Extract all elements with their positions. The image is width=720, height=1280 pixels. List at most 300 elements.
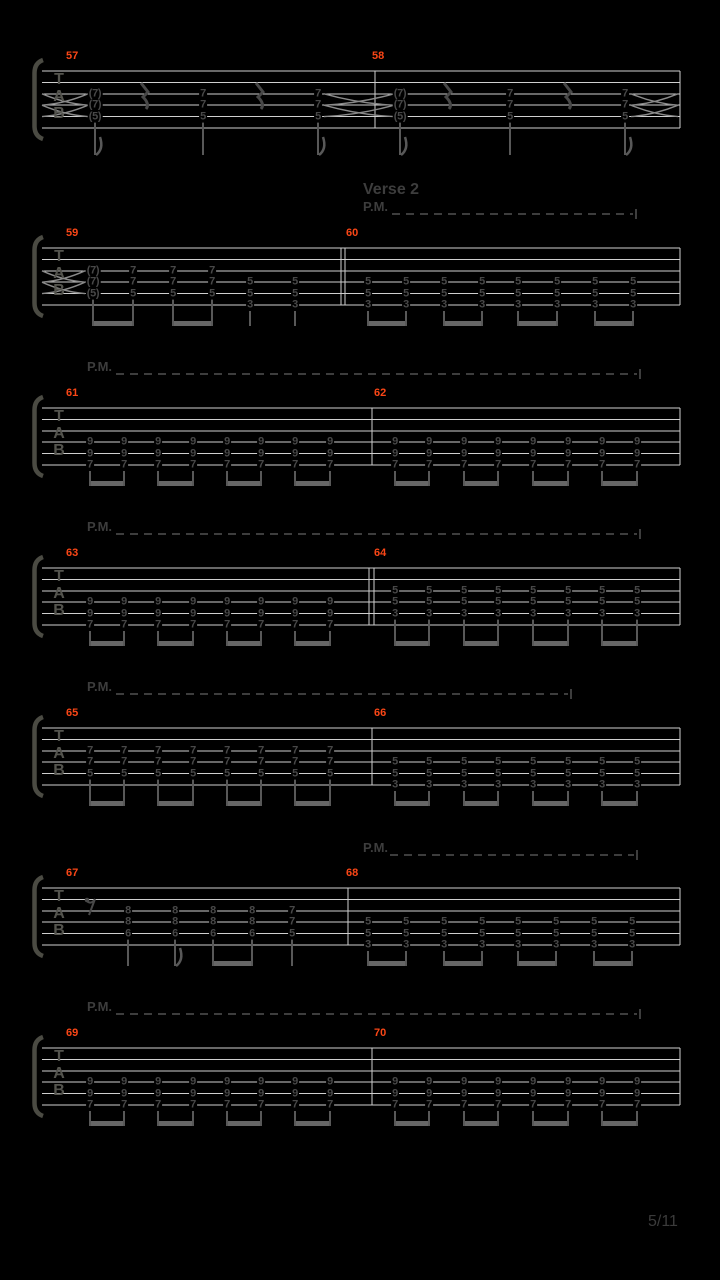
fret-note[interactable]: 9	[258, 1087, 264, 1100]
fret-note[interactable]: 3	[599, 778, 605, 791]
fret-note[interactable]: 7	[289, 915, 295, 928]
fret-note[interactable]: 7	[495, 458, 501, 471]
fret-note[interactable]: 9	[190, 595, 196, 608]
fret-note[interactable]: 5	[495, 584, 501, 597]
fret-note[interactable]: 7	[200, 98, 206, 111]
fret-note[interactable]: 5	[461, 755, 467, 768]
fret-note[interactable]: 5	[599, 767, 605, 780]
fret-note[interactable]: 3	[247, 298, 253, 311]
fret-note[interactable]: 7	[258, 744, 264, 757]
fret-note[interactable]: 9	[327, 435, 333, 448]
measure-number-59[interactable]: 59	[66, 227, 79, 239]
fret-note[interactable]: 7	[507, 87, 513, 100]
fret-note[interactable]: 7	[258, 1098, 264, 1111]
fret-note[interactable]: 8	[172, 915, 178, 928]
fret-note[interactable]: 5	[553, 915, 559, 928]
fret-note[interactable]: 5	[461, 767, 467, 780]
fret-note[interactable]: 7	[170, 275, 176, 288]
fret-note[interactable]: 5	[634, 767, 640, 780]
fret-note[interactable]: 9	[599, 1075, 605, 1088]
fret-note[interactable]: 3	[495, 607, 501, 620]
fret-note[interactable]: 5	[365, 915, 371, 928]
fret-note[interactable]: 3	[530, 778, 536, 791]
fret-note[interactable]: 3	[441, 938, 447, 951]
fret-note[interactable]: 5	[365, 927, 371, 940]
fret-note[interactable]: 9	[258, 1075, 264, 1088]
fret-note[interactable]: 9	[599, 435, 605, 448]
fret-note[interactable]: 5	[629, 915, 635, 928]
fret-note[interactable]: 5	[392, 755, 398, 768]
fret-note[interactable]: 9	[461, 447, 467, 460]
measure-number-64[interactable]: 64	[374, 547, 387, 559]
fret-note[interactable]: 3	[426, 607, 432, 620]
fret-note[interactable]: 9	[121, 1075, 127, 1088]
fret-note[interactable]: 5	[426, 767, 432, 780]
fret-note[interactable]: 8	[249, 915, 255, 928]
fret-note[interactable]: 5	[327, 767, 333, 780]
fret-note[interactable]: 7	[426, 458, 432, 471]
fret-note[interactable]: 5	[634, 755, 640, 768]
fret-note[interactable]: 7	[155, 744, 161, 757]
fret-note[interactable]: 9	[565, 1075, 571, 1088]
fret-note[interactable]: 7	[315, 98, 321, 111]
fret-note[interactable]: (5)	[88, 110, 102, 123]
fret-note[interactable]: 7	[130, 264, 136, 277]
fret-note[interactable]: 5	[591, 915, 597, 928]
fret-note[interactable]: (5)	[393, 110, 407, 123]
fret-note[interactable]: 3	[599, 607, 605, 620]
fret-note[interactable]: 7	[200, 87, 206, 100]
fret-note[interactable]: 5	[403, 915, 409, 928]
fret-note[interactable]: 5	[258, 767, 264, 780]
fret-note[interactable]: 7	[327, 458, 333, 471]
fret-note[interactable]: 5	[200, 110, 206, 123]
fret-note[interactable]: 9	[292, 607, 298, 620]
measure-number-70[interactable]: 70	[374, 1027, 387, 1039]
fret-note[interactable]: 9	[392, 435, 398, 448]
fret-note[interactable]: 5	[441, 275, 447, 288]
fret-note[interactable]: 9	[634, 447, 640, 460]
fret-note[interactable]: 7	[155, 1098, 161, 1111]
fret-note[interactable]: 7	[565, 1098, 571, 1111]
fret-note[interactable]: 5	[190, 767, 196, 780]
fret-note[interactable]: 5	[515, 915, 521, 928]
fret-note[interactable]: 3	[565, 607, 571, 620]
fret-note[interactable]: 9	[461, 1087, 467, 1100]
fret-note[interactable]: 7	[170, 264, 176, 277]
fret-note[interactable]: 7	[327, 744, 333, 757]
fret-note[interactable]: 9	[327, 595, 333, 608]
fret-note[interactable]: 7	[121, 755, 127, 768]
fret-note[interactable]: 5	[630, 275, 636, 288]
fret-note[interactable]: 9	[87, 447, 93, 460]
fret-note[interactable]: 5	[170, 287, 176, 300]
fret-note[interactable]: 7	[190, 755, 196, 768]
fret-note[interactable]: 5	[426, 595, 432, 608]
fret-note[interactable]: 3	[441, 298, 447, 311]
fret-note[interactable]: 7	[634, 1098, 640, 1111]
fret-note[interactable]: 5	[87, 767, 93, 780]
fret-note[interactable]: 5	[426, 584, 432, 597]
fret-note[interactable]: 5	[155, 767, 161, 780]
fret-note[interactable]: 7	[634, 458, 640, 471]
fret-note[interactable]: 3	[629, 938, 635, 951]
fret-note[interactable]: 9	[634, 1087, 640, 1100]
fret-note[interactable]: 9	[224, 607, 230, 620]
fret-note[interactable]: 7	[530, 1098, 536, 1111]
fret-note[interactable]: (7)	[393, 87, 407, 100]
fret-note[interactable]: 5	[292, 287, 298, 300]
fret-note[interactable]: 7	[209, 275, 215, 288]
fret-note[interactable]: 9	[121, 1087, 127, 1100]
measure-number-60[interactable]: 60	[346, 227, 359, 239]
measure-number-65[interactable]: 65	[66, 707, 79, 719]
fret-note[interactable]: (5)	[86, 287, 100, 300]
fret-note[interactable]: 9	[495, 435, 501, 448]
fret-note[interactable]: 9	[87, 595, 93, 608]
fret-note[interactable]: 5	[554, 287, 560, 300]
fret-note[interactable]: 5	[495, 755, 501, 768]
fret-note[interactable]: 3	[403, 298, 409, 311]
fret-note[interactable]: 5	[365, 287, 371, 300]
fret-note[interactable]: 9	[392, 447, 398, 460]
fret-note[interactable]: 3	[592, 298, 598, 311]
fret-note[interactable]: 9	[426, 1075, 432, 1088]
fret-note[interactable]: 9	[87, 607, 93, 620]
fret-note[interactable]: 7	[426, 1098, 432, 1111]
fret-note[interactable]: 7	[599, 458, 605, 471]
fret-note[interactable]: 9	[224, 447, 230, 460]
fret-note[interactable]: 5	[292, 767, 298, 780]
fret-note[interactable]: 5	[634, 595, 640, 608]
measure-number-63[interactable]: 63	[66, 547, 79, 559]
fret-note[interactable]: 5	[554, 275, 560, 288]
fret-note[interactable]: 9	[224, 1087, 230, 1100]
fret-note[interactable]: 7	[87, 1098, 93, 1111]
fret-note[interactable]: 9	[634, 435, 640, 448]
fret-note[interactable]: 9	[530, 1087, 536, 1100]
fret-note[interactable]: 9	[327, 1075, 333, 1088]
fret-note[interactable]: 9	[461, 435, 467, 448]
fret-note[interactable]: 5	[515, 927, 521, 940]
fret-note[interactable]: 9	[327, 447, 333, 460]
fret-note[interactable]: 7	[190, 1098, 196, 1111]
fret-note[interactable]: 7	[292, 744, 298, 757]
fret-note[interactable]: 9	[190, 607, 196, 620]
fret-note[interactable]: 5	[530, 755, 536, 768]
fret-note[interactable]: 3	[495, 778, 501, 791]
fret-note[interactable]: 7	[327, 1098, 333, 1111]
fret-note[interactable]: 5	[392, 584, 398, 597]
fret-note[interactable]: 5	[461, 595, 467, 608]
fret-note[interactable]: 5	[495, 595, 501, 608]
fret-note[interactable]: 5	[224, 767, 230, 780]
measure-number-58[interactable]: 58	[372, 50, 385, 62]
fret-note[interactable]: 5	[515, 275, 521, 288]
fret-note[interactable]: (7)	[88, 87, 102, 100]
fret-note[interactable]: 7	[224, 744, 230, 757]
fret-note[interactable]: 5	[461, 584, 467, 597]
fret-note[interactable]: 3	[392, 607, 398, 620]
fret-note[interactable]: 9	[155, 435, 161, 448]
fret-note[interactable]: 6	[172, 927, 178, 940]
fret-note[interactable]: 5	[530, 595, 536, 608]
fret-note[interactable]: 5	[403, 927, 409, 940]
fret-note[interactable]: 9	[530, 435, 536, 448]
fret-note[interactable]: 3	[634, 778, 640, 791]
fret-note[interactable]: 5	[365, 275, 371, 288]
fret-note[interactable]: 3	[461, 607, 467, 620]
fret-note[interactable]: 5	[565, 767, 571, 780]
fret-note[interactable]: 7	[155, 458, 161, 471]
fret-note[interactable]: 8	[210, 904, 216, 917]
fret-note[interactable]: 9	[565, 447, 571, 460]
fret-note[interactable]: 8	[249, 904, 255, 917]
fret-note[interactable]: 5	[591, 927, 597, 940]
fret-note[interactable]: 9	[258, 435, 264, 448]
fret-note[interactable]: 5	[622, 110, 628, 123]
fret-note[interactable]: 9	[392, 1087, 398, 1100]
fret-note[interactable]: 7	[599, 1098, 605, 1111]
fret-note[interactable]: 9	[87, 1087, 93, 1100]
fret-note[interactable]: 7	[315, 87, 321, 100]
fret-note[interactable]: 7	[87, 618, 93, 631]
measure-number-57[interactable]: 57	[66, 50, 79, 62]
fret-note[interactable]: 5	[209, 287, 215, 300]
measure-number-67[interactable]: 67	[66, 867, 79, 879]
fret-note[interactable]: 7	[392, 1098, 398, 1111]
fret-note[interactable]: 7	[327, 618, 333, 631]
fret-note[interactable]: 9	[190, 447, 196, 460]
fret-note[interactable]: 7	[622, 98, 628, 111]
fret-note[interactable]: 8	[210, 915, 216, 928]
fret-note[interactable]: 9	[224, 435, 230, 448]
fret-note[interactable]: 9	[258, 447, 264, 460]
fret-note[interactable]: 7	[292, 458, 298, 471]
fret-note[interactable]: 7	[258, 458, 264, 471]
fret-note[interactable]: 7	[224, 618, 230, 631]
fret-note[interactable]: 5	[495, 767, 501, 780]
fret-note[interactable]: 9	[190, 435, 196, 448]
fret-note[interactable]: 7	[622, 87, 628, 100]
fret-note[interactable]: 7	[121, 618, 127, 631]
fret-note[interactable]: 5	[565, 755, 571, 768]
fret-note[interactable]: 9	[155, 447, 161, 460]
fret-note[interactable]: 7	[87, 458, 93, 471]
fret-note[interactable]: 3	[554, 298, 560, 311]
fret-note[interactable]: 9	[87, 1075, 93, 1088]
fret-note[interactable]: 9	[495, 1087, 501, 1100]
fret-note[interactable]: 9	[121, 447, 127, 460]
measure-number-69[interactable]: 69	[66, 1027, 79, 1039]
fret-note[interactable]: 9	[190, 1087, 196, 1100]
fret-note[interactable]: 9	[426, 1087, 432, 1100]
fret-note[interactable]: 5	[441, 287, 447, 300]
fret-note[interactable]: 3	[634, 607, 640, 620]
fret-note[interactable]: (7)	[86, 275, 100, 288]
fret-note[interactable]: 7	[507, 98, 513, 111]
fret-note[interactable]: 7	[461, 458, 467, 471]
fret-note[interactable]: 7	[224, 458, 230, 471]
fret-note[interactable]: 7	[565, 458, 571, 471]
fret-note[interactable]: 3	[515, 298, 521, 311]
fret-note[interactable]: 9	[258, 607, 264, 620]
fret-note[interactable]: 3	[591, 938, 597, 951]
fret-note[interactable]: (7)	[88, 98, 102, 111]
fret-note[interactable]: 5	[634, 584, 640, 597]
fret-note[interactable]: 7	[289, 904, 295, 917]
fret-note[interactable]: 5	[507, 110, 513, 123]
fret-note[interactable]: 9	[530, 447, 536, 460]
fret-note[interactable]: 9	[565, 1087, 571, 1100]
fret-note[interactable]: 5	[592, 275, 598, 288]
fret-note[interactable]: 5	[403, 287, 409, 300]
measure-number-62[interactable]: 62	[374, 387, 387, 399]
fret-note[interactable]: 5	[247, 287, 253, 300]
fret-note[interactable]: 5	[565, 595, 571, 608]
fret-note[interactable]: 9	[634, 1075, 640, 1088]
fret-note[interactable]: 3	[479, 298, 485, 311]
fret-note[interactable]: 3	[365, 298, 371, 311]
fret-note[interactable]: 7	[155, 755, 161, 768]
fret-note[interactable]: 9	[155, 1075, 161, 1088]
fret-note[interactable]: 9	[495, 447, 501, 460]
fret-note[interactable]: 5	[599, 584, 605, 597]
fret-note[interactable]: 9	[87, 435, 93, 448]
fret-note[interactable]: 9	[292, 447, 298, 460]
fret-note[interactable]: 3	[365, 938, 371, 951]
fret-note[interactable]: 7	[392, 458, 398, 471]
fret-note[interactable]: 9	[121, 607, 127, 620]
measure-number-66[interactable]: 66	[374, 707, 387, 719]
fret-note[interactable]: 7	[224, 1098, 230, 1111]
fret-note[interactable]: 5	[565, 584, 571, 597]
fret-note[interactable]: 9	[461, 1075, 467, 1088]
fret-note[interactable]: 7	[121, 744, 127, 757]
fret-note[interactable]: 5	[441, 927, 447, 940]
fret-note[interactable]: 8	[172, 904, 178, 917]
fret-note[interactable]: 8	[125, 904, 131, 917]
fret-note[interactable]: 9	[426, 447, 432, 460]
fret-note[interactable]: 9	[327, 1087, 333, 1100]
fret-note[interactable]: 5	[392, 767, 398, 780]
fret-note[interactable]: (7)	[86, 264, 100, 277]
fret-note[interactable]: 9	[327, 607, 333, 620]
fret-note[interactable]: 5	[515, 287, 521, 300]
fret-note[interactable]: 7	[327, 755, 333, 768]
fret-note[interactable]: 5	[629, 927, 635, 940]
fret-note[interactable]: 5	[289, 927, 295, 940]
fret-note[interactable]: 9	[155, 1087, 161, 1100]
fret-note[interactable]: 7	[190, 744, 196, 757]
fret-note[interactable]: 9	[121, 435, 127, 448]
fret-note[interactable]: 3	[530, 607, 536, 620]
measure-number-68[interactable]: 68	[346, 867, 359, 879]
fret-note[interactable]: 9	[155, 595, 161, 608]
fret-note[interactable]: 5	[315, 110, 321, 123]
fret-note[interactable]: 7	[258, 618, 264, 631]
fret-note[interactable]: 7	[461, 1098, 467, 1111]
fret-note[interactable]: 7	[209, 264, 215, 277]
fret-note[interactable]: 3	[392, 778, 398, 791]
fret-note[interactable]: 3	[565, 778, 571, 791]
fret-note[interactable]: 9	[565, 435, 571, 448]
fret-note[interactable]: 5	[479, 927, 485, 940]
fret-note[interactable]: 5	[292, 275, 298, 288]
fret-note[interactable]: 9	[292, 1075, 298, 1088]
fret-note[interactable]: 9	[121, 595, 127, 608]
fret-note[interactable]: 6	[249, 927, 255, 940]
fret-note[interactable]: 9	[292, 1087, 298, 1100]
fret-note[interactable]: 7	[495, 1098, 501, 1111]
fret-note[interactable]: 7	[530, 458, 536, 471]
fret-note[interactable]: 7	[292, 618, 298, 631]
fret-note[interactable]: 6	[210, 927, 216, 940]
fret-note[interactable]: 5	[392, 595, 398, 608]
fret-note[interactable]: 7	[292, 1098, 298, 1111]
fret-note[interactable]: 3	[403, 938, 409, 951]
fret-note[interactable]: 7	[190, 458, 196, 471]
fret-note[interactable]: 5	[530, 584, 536, 597]
fret-note[interactable]: 7	[224, 755, 230, 768]
fret-note[interactable]: 7	[130, 275, 136, 288]
fret-note[interactable]: 7	[87, 755, 93, 768]
fret-note[interactable]: 6	[125, 927, 131, 940]
measure-number-61[interactable]: 61	[66, 387, 79, 399]
fret-note[interactable]: 7	[121, 1098, 127, 1111]
fret-note[interactable]: 7	[292, 755, 298, 768]
fret-note[interactable]: 5	[403, 275, 409, 288]
fret-note[interactable]: 5	[130, 287, 136, 300]
fret-note[interactable]: 9	[392, 1075, 398, 1088]
fret-note[interactable]: 7	[87, 744, 93, 757]
fret-note[interactable]: 5	[247, 275, 253, 288]
fret-note[interactable]: 3	[292, 298, 298, 311]
fret-note[interactable]: 3	[630, 298, 636, 311]
fret-note[interactable]: 5	[553, 927, 559, 940]
fret-note[interactable]: 5	[599, 595, 605, 608]
fret-note[interactable]: 5	[441, 915, 447, 928]
fret-note[interactable]: 5	[121, 767, 127, 780]
fret-note[interactable]: 9	[258, 595, 264, 608]
fret-note[interactable]: 9	[190, 1075, 196, 1088]
fret-note[interactable]: 3	[426, 778, 432, 791]
fret-note[interactable]: 9	[224, 1075, 230, 1088]
fret-note[interactable]: 9	[224, 595, 230, 608]
fret-note[interactable]: (7)	[393, 98, 407, 111]
fret-note[interactable]: 7	[155, 618, 161, 631]
fret-note[interactable]: 9	[530, 1075, 536, 1088]
fret-note[interactable]: 9	[292, 435, 298, 448]
fret-note[interactable]: 5	[599, 755, 605, 768]
fret-note[interactable]: 8	[125, 915, 131, 928]
fret-note[interactable]: 5	[479, 275, 485, 288]
fret-note[interactable]: 5	[479, 915, 485, 928]
fret-note[interactable]: 9	[495, 1075, 501, 1088]
fret-note[interactable]: 5	[530, 767, 536, 780]
fret-note[interactable]: 5	[630, 287, 636, 300]
fret-note[interactable]: 3	[515, 938, 521, 951]
fret-note[interactable]: 3	[479, 938, 485, 951]
fret-note[interactable]: 5	[426, 755, 432, 768]
fret-note[interactable]: 7	[258, 755, 264, 768]
fret-note[interactable]: 3	[553, 938, 559, 951]
fret-note[interactable]: 5	[479, 287, 485, 300]
fret-note[interactable]: 5	[592, 287, 598, 300]
fret-note[interactable]: 7	[190, 618, 196, 631]
fret-note[interactable]: 9	[426, 435, 432, 448]
fret-note[interactable]: 9	[155, 607, 161, 620]
